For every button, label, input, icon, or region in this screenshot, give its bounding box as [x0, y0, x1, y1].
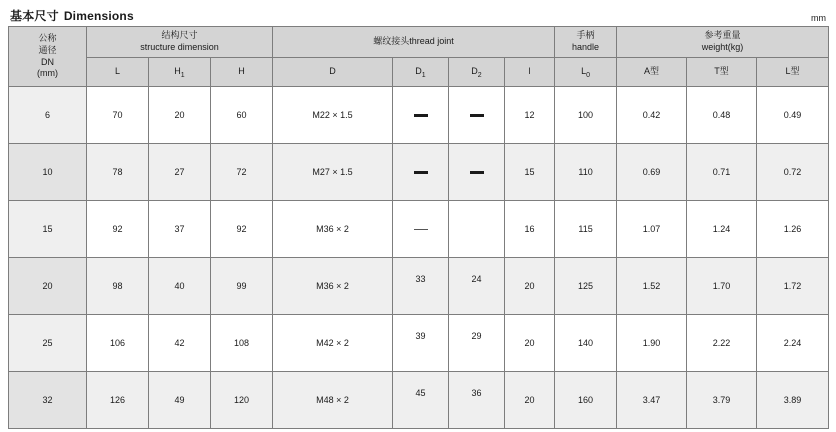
header-col-L0 [555, 58, 617, 87]
cell-d: M42 × 2 [273, 315, 393, 372]
header-structure-cn: 结构尺寸 [161, 30, 198, 41]
cell-h: 92 [211, 201, 273, 258]
dash-mark [414, 229, 428, 230]
page-title-cn: 基本尺寸 [10, 9, 59, 23]
dash-mark [470, 114, 484, 117]
cell-value: 29 [471, 331, 482, 341]
dimensions-table [8, 26, 829, 429]
cell-h1: 40 [149, 258, 211, 315]
cell-d2 [449, 87, 505, 144]
cell-l0: 110 [555, 144, 617, 201]
header-col-weight-t: T型 [687, 58, 757, 87]
header-col-D1-base: D [415, 66, 422, 77]
cell-l: 70 [87, 87, 149, 144]
cell-l: 15 [505, 144, 555, 201]
cell-value: 24 [471, 274, 482, 284]
header-thread-joint [273, 27, 555, 58]
cell-d: M48 × 2 [273, 372, 393, 429]
header-col-H: H [211, 58, 273, 87]
header-dn-line-3: DN [41, 56, 54, 67]
cell-l: 78 [87, 144, 149, 201]
cell-a: 1.52 [617, 258, 687, 315]
table-row [9, 144, 829, 201]
cell-t: 1.24 [687, 201, 757, 258]
cell-h1: 27 [149, 144, 211, 201]
table-head [9, 27, 829, 87]
cell-dn: 25 [9, 315, 87, 372]
unit-label: mm [811, 13, 826, 23]
cell-h: 72 [211, 144, 273, 201]
cell-a: 1.90 [617, 315, 687, 372]
cell-d: M27 × 1.5 [273, 144, 393, 201]
cell-d1 [393, 315, 449, 372]
header-col-H1 [149, 58, 211, 87]
cell-h: 60 [211, 87, 273, 144]
cell-d1 [393, 144, 449, 201]
cell-d1 [393, 372, 449, 429]
header-handle-en: handle [572, 42, 600, 52]
cell-dn: 6 [9, 87, 87, 144]
cell-value: 33 [415, 274, 426, 284]
cell-lt: 0.72 [757, 144, 829, 201]
cell-d2 [449, 372, 505, 429]
cell-value: 36 [471, 388, 482, 398]
cell-dn: 15 [9, 201, 87, 258]
header-structure-dimension [87, 27, 273, 58]
cell-d: M22 × 1.5 [273, 87, 393, 144]
cell-lt: 2.24 [757, 315, 829, 372]
cell-dn: 20 [9, 258, 87, 315]
cell-h: 99 [211, 258, 273, 315]
cell-lt: 0.49 [757, 87, 829, 144]
cell-l: 92 [87, 201, 149, 258]
cell-lt: 1.72 [757, 258, 829, 315]
header-col-H1-base: H [174, 66, 181, 77]
header-col-H1-sub: 1 [180, 72, 185, 80]
cell-l: 106 [87, 315, 149, 372]
page-title [10, 7, 134, 24]
cell-h1: 20 [149, 87, 211, 144]
header-handle-cn: 手柄 [576, 30, 595, 41]
cell-h1: 37 [149, 201, 211, 258]
header-weight-en: weight(kg) [701, 42, 744, 52]
dash-mark [414, 171, 428, 174]
header-col-D1 [393, 58, 449, 87]
cell-lt: 1.26 [757, 201, 829, 258]
cell-h1: 42 [149, 315, 211, 372]
cell-dn: 32 [9, 372, 87, 429]
cell-l: 20 [505, 372, 555, 429]
cell-l: 20 [505, 315, 555, 372]
table-body [9, 87, 829, 429]
cell-h: 108 [211, 315, 273, 372]
header-structure-en: structure dimension [140, 42, 219, 52]
cell-l: 126 [87, 372, 149, 429]
cell-l0: 140 [555, 315, 617, 372]
header-thread-en: thread joint [409, 36, 454, 47]
cell-a: 3.47 [617, 372, 687, 429]
cell-t: 2.22 [687, 315, 757, 372]
header-col-D2-base: D [471, 66, 478, 77]
cell-l: 20 [505, 258, 555, 315]
header-row-sub [9, 58, 829, 87]
header-col-l: l [505, 58, 555, 87]
cell-a: 0.69 [617, 144, 687, 201]
header-col-L0-sub: 0 [586, 72, 590, 80]
table-row [9, 372, 829, 429]
cell-t: 0.71 [687, 144, 757, 201]
cell-d: M36 × 2 [273, 258, 393, 315]
header-col-weight-l: L型 [757, 58, 829, 87]
cell-value: 45 [415, 388, 426, 398]
cell-t: 3.79 [687, 372, 757, 429]
cell-d2 [449, 258, 505, 315]
header-col-D2-sub: 2 [477, 72, 482, 80]
cell-l0: 160 [555, 372, 617, 429]
dash-mark [414, 114, 428, 117]
header-weight [617, 27, 829, 58]
cell-a: 0.42 [617, 87, 687, 144]
header-col-D1-sub: 1 [421, 72, 426, 80]
header-dn-line-4: (mm) [37, 68, 58, 79]
table-row [9, 201, 829, 258]
cell-a: 1.07 [617, 201, 687, 258]
header-col-L0-base: L [581, 66, 587, 77]
cell-d2 [449, 201, 505, 258]
header-handle [555, 27, 617, 58]
header-row-top [9, 27, 829, 58]
cell-dn: 10 [9, 144, 87, 201]
cell-d1 [393, 201, 449, 258]
header-dn-line-2: 通径 [38, 44, 57, 55]
cell-l0: 125 [555, 258, 617, 315]
cell-d2 [449, 315, 505, 372]
cell-t: 0.48 [687, 87, 757, 144]
cell-l0: 115 [555, 201, 617, 258]
cell-lt: 3.89 [757, 372, 829, 429]
cell-d2 [449, 144, 505, 201]
header-col-L: L [87, 58, 149, 87]
title-row [8, 6, 828, 26]
header-col-weight-a: A型 [617, 58, 687, 87]
cell-d1 [393, 258, 449, 315]
header-dn [9, 27, 87, 87]
cell-l0: 100 [555, 87, 617, 144]
cell-d1 [393, 87, 449, 144]
cell-l: 16 [505, 201, 555, 258]
cell-h1: 49 [149, 372, 211, 429]
header-col-D: D [273, 58, 393, 87]
cell-t: 1.70 [687, 258, 757, 315]
table-row [9, 87, 829, 144]
header-col-D2 [449, 58, 505, 87]
page-title-en: Dimensions [63, 9, 134, 23]
cell-h: 120 [211, 372, 273, 429]
header-thread-cn: 螺纹接头 [373, 36, 410, 47]
header-dn-line-1: 公称 [38, 33, 57, 44]
dash-mark [470, 171, 484, 174]
table-row [9, 315, 829, 372]
cell-d: M36 × 2 [273, 201, 393, 258]
table-row [9, 258, 829, 315]
header-weight-cn: 参考重量 [704, 30, 741, 41]
cell-l: 98 [87, 258, 149, 315]
cell-value: 39 [415, 331, 426, 341]
cell-l: 12 [505, 87, 555, 144]
